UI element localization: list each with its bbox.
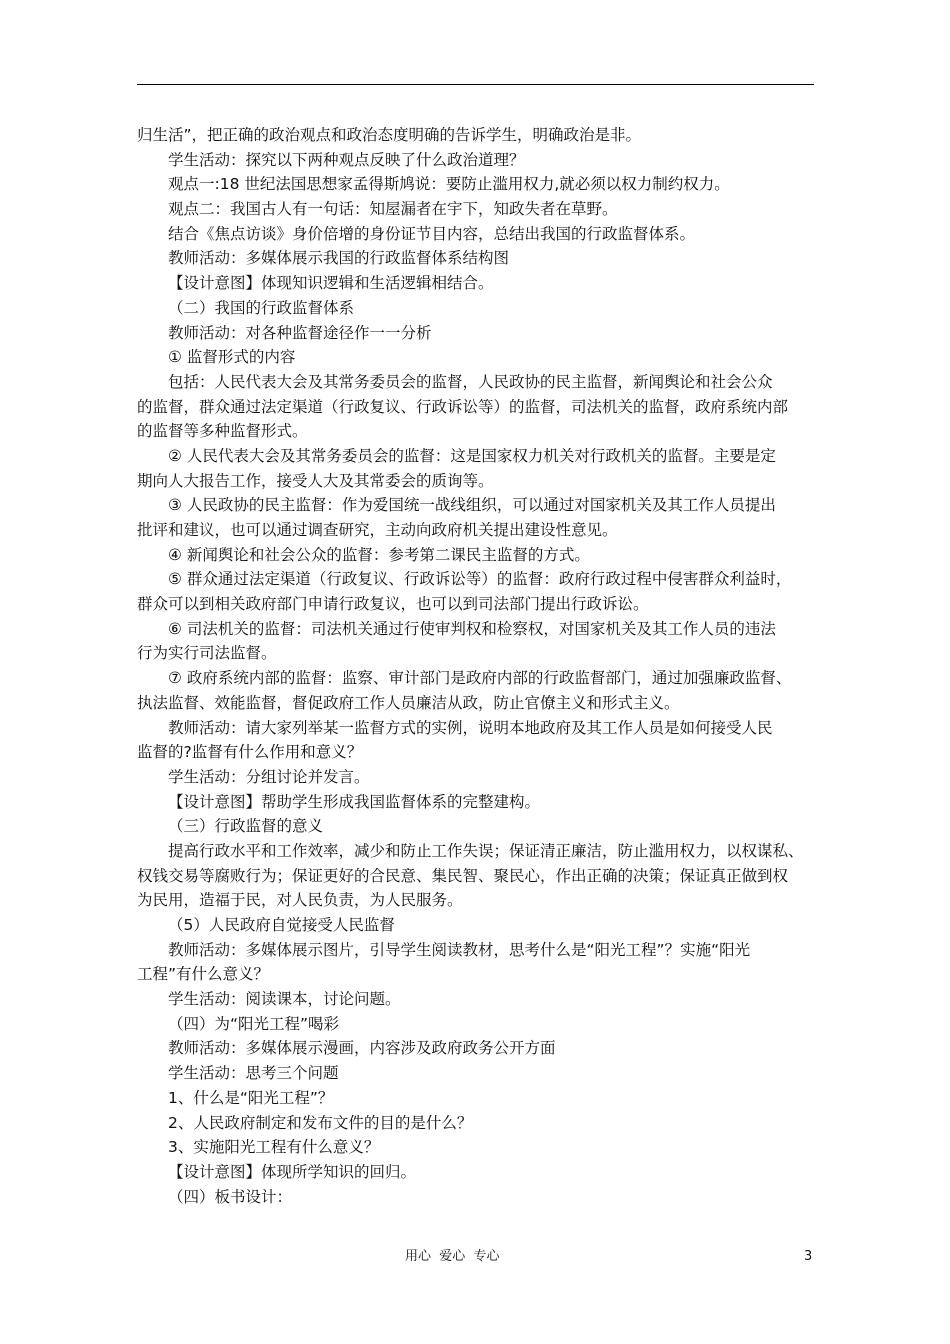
text-line: 期向人大报告工作，接受人大及其常委会的质询等。 [137,471,494,490]
text-line: 1、什么是“阳光工程”？ [168,1088,334,1107]
text-line: 的监督等多种监督形式。 [137,422,308,441]
text-line: 学生活动：阅读课本，讨论问题。 [168,990,401,1009]
text-line: 教师活动：多媒体展示图片，引导学生阅读教材，思考什么是“阳光工程”？实施“阳光 [168,940,751,959]
text-line: 教师活动：请大家列举某一监督方式的实例，说明本地政府及其工作人员是如何接受人民 [168,718,773,737]
text-line: 批评和建议，也可以通过调查研究，主动向政府机关提出建设性意见。 [137,521,618,539]
document-body [137,123,814,1209]
text-line: 2、人民政府制定和发布文件的目的是什么？ [168,1113,473,1132]
text-line: （5）人民政府自觉接受人民监督 [168,916,395,934]
text-line: 【设计意图】帮助学生形成我国监督体系的完整建构。 [168,792,541,811]
text-line: （二）我国的行政监督体系 [168,298,355,317]
text-line: （四）为“阳光工程”喝彩 [168,1014,340,1033]
text-line: 学生活动：分组讨论并发言。 [168,767,370,786]
text-line: ① 监督形式的内容 [168,348,296,367]
text-line: ② 人民代表大会及其常务委员会的监督：这是国家权力机关对行政机关的监督。主要是定 [168,446,776,465]
text-line: 权钱交易等腐败行为；保证更好的合民意、集民智、聚民心，作出正确的决策；保证真正做到权 [137,866,789,885]
text-line: 行为实行司法监督。 [137,644,277,663]
text-line: ③ 人民政协的民主监督：作为爱国统一战线组织，可以通过对国家机关及其工作人员提出 [168,496,776,515]
text-line: 提高行政水平和工作效率，减少和防止工作失误；保证清正廉洁，防止滥用权力，以权谋私、 [168,841,804,860]
text-line: 包括：人民代表大会及其常务委员会的监督，人民政协的民主监督，新闻舆论和社会公众 [168,372,773,391]
text-line: （三）行政监督的意义 [168,817,324,836]
page-footer [0,1247,950,1267]
footer-text: 用心 爱心 专心 [405,1249,500,1264]
text-line: ⑦ 政府系统内部的监督：监察、审计部门是政府内部的行政监督部门，通过加强廉政监督、 [168,669,792,688]
text-line: 教师活动：多媒体展示漫画，内容涉及政府政务公开方面 [168,1039,556,1058]
text-line: 工程”有什么意义？ [137,965,270,984]
header-rule [137,84,814,85]
page-number: 3 [804,1249,813,1264]
text-line: 教师活动：对各种监督途径作一一分析 [168,323,432,342]
text-line: （四）板书设计： [168,1187,293,1206]
text-line: 学生活动：思考三个问题 [168,1064,339,1083]
text-line: 归生活”，把正确的政治观点和政治态度明确的告诉学生，明确政治是非。 [137,126,642,144]
text-line: ④ 新闻舆论和社会公众的监督：参考第二课民主监督的方式。 [168,545,590,564]
text-line: 群众可以到相关政府部门申请行政复议，也可以到司法部门提出行政诉讼。 [137,595,649,614]
text-line: 监督的?监督有什么作用和意义？ [137,743,363,762]
text-line: 为民用，造福于民，对人民负责，为人民服务。 [137,891,463,910]
text-line: 观点二：我国古人有一句话：知屋漏者在宇下，知政失者在草野。 [168,200,618,219]
text-line: 执法监督、效能监督，督促政府工作人员廉洁从政，防止官僚主义和形式主义。 [137,693,680,712]
text-line: 教师活动：多媒体展示我国的行政监督体系结构图 [168,249,510,268]
text-line: 3、实施阳光工程有什么意义？ [168,1138,380,1157]
text-line: 的监督，群众通过法定渠道（行政复议、行政诉讼等）的监督，司法机关的监督，政府系统内部 [137,397,789,416]
text-line: 【设计意图】体现所学知识的回归。 [168,1162,417,1181]
text-line: 结合《焦点访谈》身价倍增的身份证节目内容，总结出我国的行政监督体系。 [168,224,696,243]
text-line: 学生活动：探究以下两种观点反映了什么政治道理？ [168,150,525,169]
text-line: ⑥ 司法机关的监督：司法机关通过行使审判权和检察权，对国家机关及其工作人员的违法 [168,619,776,638]
text-line: 【设计意图】体现知识逻辑和生活逻辑相结合。 [168,274,494,293]
text-line: 观点一:18 世纪法国思想家孟得斯鸠说：要防止滥用权力,就必须以权力制约权力。 [168,175,730,194]
text-line: ⑤ 群众通过法定渠道（行政复议、行政诉讼等）的监督：政府行政过程中侵害群众利益时， [168,570,792,589]
